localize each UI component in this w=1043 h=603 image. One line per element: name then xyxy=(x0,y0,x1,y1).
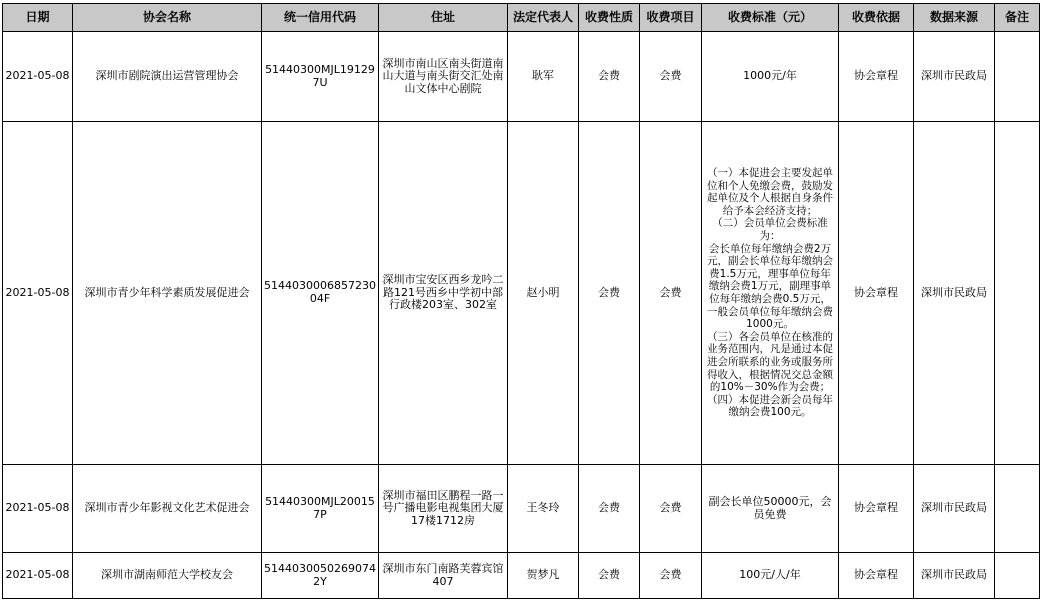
cell-data-source: 深圳市民政局 xyxy=(914,122,995,465)
cell-fee-basis: 协会章程 xyxy=(839,553,914,599)
cell-name: 深圳市湖南师范大学校友会 xyxy=(73,553,262,599)
cell-fee-standard: 副会长单位50000元，会员免费 xyxy=(702,465,839,553)
cell-address: 深圳市宝安区西乡龙吟二路121号西乡中学初中部行政楼203室、302室 xyxy=(379,122,508,465)
cell-fee-item: 会费 xyxy=(640,32,702,122)
header-remark: 备注 xyxy=(995,4,1040,32)
cell-fee-basis: 协会章程 xyxy=(839,122,914,465)
cell-legal-rep: 贺梦凡 xyxy=(508,553,579,599)
cell-address: 深圳市南山区南头街道南山大道与南头街交汇处南山文体中心剧院 xyxy=(379,32,508,122)
cell-remark xyxy=(995,32,1040,122)
cell-fee-item: 会费 xyxy=(640,553,702,599)
cell-address: 深圳市东门南路芙蓉宾馆407 xyxy=(379,553,508,599)
cell-date: 2021-05-08 xyxy=(3,553,73,599)
header-name: 协会名称 xyxy=(73,4,262,32)
cell-credit-code: 514403000685723004F xyxy=(262,122,379,465)
header-credit-code: 统一信用代码 xyxy=(262,4,379,32)
cell-fee-standard: 1000元/年 xyxy=(702,32,839,122)
cell-legal-rep: 王冬玲 xyxy=(508,465,579,553)
fee-table xyxy=(2,3,1040,599)
cell-name: 深圳市青少年影视文化艺术促进会 xyxy=(73,465,262,553)
cell-date: 2021-05-08 xyxy=(3,32,73,122)
cell-credit-code: 51440300MJL200157P xyxy=(262,465,379,553)
cell-fee-nature: 会费 xyxy=(579,553,640,599)
table-row xyxy=(3,32,1040,122)
cell-fee-basis: 协会章程 xyxy=(839,32,914,122)
cell-name: 深圳市青少年科学素质发展促进会 xyxy=(73,122,262,465)
cell-data-source: 深圳市民政局 xyxy=(914,465,995,553)
cell-fee-standard: （一）本促进会主要发起单位和个人免缴会费，鼓励发起单位及个人根据自身条件给予本会经济支持； （二）会员单位会费标准为： 会长单位每年缴纳会费2万元，副会长单位每年缴纳会费1.5万元，理事单位每年缴纳会费1万元，副理事单位每年缴纳会费0.5万元，一般会员单位每年缴纳会费1000元。 （三）各会员单位在核准的业务范围内，凡是通过本促进会所联系的业务或服务所得收入，根据情况交总金额的10%－30%作为会费； （四）本促进会新会员每年缴纳会费100元。 xyxy=(702,122,839,465)
cell-date: 2021-05-08 xyxy=(3,465,73,553)
cell-data-source: 深圳市民政局 xyxy=(914,32,995,122)
table-row xyxy=(3,122,1040,465)
cell-credit-code: 51440300502690742Y xyxy=(262,553,379,599)
cell-legal-rep: 赵小明 xyxy=(508,122,579,465)
table-row xyxy=(3,553,1040,599)
cell-fee-item: 会费 xyxy=(640,465,702,553)
header-legal-rep: 法定代表人 xyxy=(508,4,579,32)
table-row xyxy=(3,465,1040,553)
cell-date: 2021-05-08 xyxy=(3,122,73,465)
header-date: 日期 xyxy=(3,4,73,32)
header-fee-basis: 收费依据 xyxy=(839,4,914,32)
cell-credit-code: 51440300MJL191297U xyxy=(262,32,379,122)
cell-fee-standard: 100元/人/年 xyxy=(702,553,839,599)
cell-remark xyxy=(995,465,1040,553)
cell-name: 深圳市剧院演出运营管理协会 xyxy=(73,32,262,122)
header-fee-nature: 收费性质 xyxy=(579,4,640,32)
cell-fee-nature: 会费 xyxy=(579,465,640,553)
cell-legal-rep: 耿军 xyxy=(508,32,579,122)
cell-fee-basis: 协会章程 xyxy=(839,465,914,553)
header-fee-standard: 收费标准（元） xyxy=(702,4,839,32)
cell-fee-item: 会费 xyxy=(640,122,702,465)
header-address: 住址 xyxy=(379,4,508,32)
cell-remark xyxy=(995,122,1040,465)
header-data-source: 数据来源 xyxy=(914,4,995,32)
cell-address: 深圳市福田区鹏程一路一号广播电影电视集团大厦17楼1712房 xyxy=(379,465,508,553)
cell-data-source: 深圳市民政局 xyxy=(914,553,995,599)
cell-fee-nature: 会费 xyxy=(579,32,640,122)
header-fee-item: 收费项目 xyxy=(640,4,702,32)
cell-remark xyxy=(995,553,1040,599)
header-row xyxy=(3,4,1040,32)
cell-fee-nature: 会费 xyxy=(579,122,640,465)
